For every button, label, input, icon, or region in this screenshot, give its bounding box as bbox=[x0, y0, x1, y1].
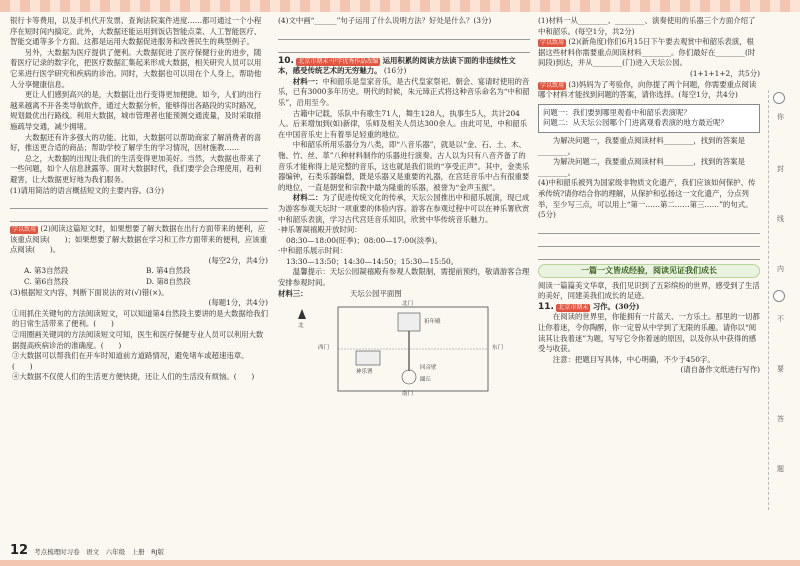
material-2b: 温馨提示：天坛公园凝禧殿有参观人数限制，需提前预约，敬请游客合理安排参观时间。 bbox=[278, 267, 530, 288]
option[interactable]: B. 第4自然段 bbox=[146, 266, 191, 276]
question-4: (4)文中画“______”句子运用了什么说明方法？好处是什么？(3分) bbox=[278, 16, 492, 25]
map-label: 北门 bbox=[402, 301, 414, 308]
page-number: 12 bbox=[10, 543, 29, 558]
box-question: 问题二：从天坛公园哪个门进离观看表演的地方最近呢？ bbox=[543, 118, 728, 128]
passage-paragraph: 另外，大数据为医疗提供了便利。大数据促进了医疗保健行业的进步，随着医疗记录的数字化，把医疗数据汇集起来形成大数据，相关研究人员可以用它来进行医学研究和疾病的诊治。同时，大数据也可以用在个人身上，帮助他人分享健康信息。 bbox=[10, 47, 262, 89]
question-11-note: 注意：把题目写具体，中心明确，不少于450字。 bbox=[552, 354, 715, 364]
material-2: 材料二：为了促进传统文化的传承，天坛公园推出中和韶乐展演，现已成为游客参观天坛时一项重要的体验内容。游客在参观过程中可以在神乐署欣赏中和韶乐表演，学习古代宫廷音乐知识，欣赏中华传统音乐魅力。 bbox=[278, 193, 530, 224]
answer-line[interactable] bbox=[278, 29, 530, 40]
top-border bbox=[0, 0, 800, 12]
study-tag: 学以致用 bbox=[12, 226, 37, 234]
source-tag: 北京市期末·中学优秀作品改编 bbox=[298, 57, 379, 65]
seal-char: 要 bbox=[777, 365, 784, 373]
question-10-title: 运用积累的阅读方法读下面的非连续性文本，感受传统艺术的无穷魅力。 bbox=[278, 55, 516, 76]
passage-paragraph: 更让人们感到高兴的是，大数据让出行变得更加便捷。如今，人们的出行越来越离不开各类导航软件，通过大数据分析，能够得出各路段的实时路况，规划最优出行路线。利用大数据，城市管理者也能预测交通流量，及时采取措施疏导交通，减少拥堵。 bbox=[10, 90, 262, 131]
score-note: (每题1分，共4分) bbox=[208, 298, 268, 308]
passage-paragraph: 大数据还有许多强大的功能。比如，大数据可以帮助商家了解消费者的喜好，推送更合适的商品；帮助学校了解学生的学习情况，因材施教…… bbox=[10, 132, 262, 153]
map-label: 圜丘 bbox=[420, 377, 432, 384]
seal-char: 内 bbox=[777, 265, 784, 273]
seal-char: 题 bbox=[777, 465, 784, 473]
answer-line[interactable] bbox=[10, 211, 268, 222]
seal-char: 你 bbox=[777, 113, 784, 121]
judge-item[interactable]: ②用圈画关键词的方法阅读短文可知，医生和医疗保健专业人员可以利用大数据提高疾病诊治的准确度。( ) bbox=[12, 330, 264, 350]
passage-paragraph: 总之，大数据的出现让我们的生活变得更加美好。当然，大数据也带来了一些问题，如个人信息泄露等。面对大数据时代，我们要学会合理使用，趋利避害，让大数据更好地为我们服务。 bbox=[10, 153, 262, 184]
answer-line[interactable] bbox=[538, 236, 760, 247]
judge-list bbox=[10, 309, 268, 383]
answer-line[interactable] bbox=[278, 42, 530, 53]
box-question: 问题一：我们要到哪里观看中和韶乐表演呢？ bbox=[543, 107, 691, 117]
question-11-footnote: (请自备作文纸进行写作) bbox=[680, 365, 760, 375]
column-middle bbox=[278, 16, 530, 397]
question-box bbox=[538, 104, 760, 133]
park-map bbox=[278, 301, 530, 397]
material-1c: 中和韶乐所用乐器分为八类，即“八音乐器”，就是以“金、石、土、木、匏、竹、丝、革”八种材料制作的乐器进行演奏。古人以为只有八音齐备了的音乐才能称得上是完整的音乐，这也就是我们说的“享受正声”。其中，金类乐器编钟，石类乐器编磬，既是乐器又是重要的礼器，在宫廷音乐中占有很重要的地位，一直是朝堂和宗教中最为隆重的乐器，被誉为“金声玉振”。 bbox=[278, 140, 530, 192]
question-11-header: 11. 北京市期末 习作。(30分) bbox=[538, 301, 640, 312]
question-3: (3)根据短文内容，判断下面说法的对(√)错(×)。 bbox=[10, 287, 169, 297]
answer-line[interactable] bbox=[10, 198, 268, 209]
column-left bbox=[10, 16, 268, 383]
study-tag: 学以致用 bbox=[540, 81, 565, 89]
judge-item[interactable]: ④大数据不仅使人们的生活更方便快捷，还让人们的生活没有烦恼。( ) bbox=[12, 372, 255, 382]
options-grid bbox=[10, 266, 268, 287]
question-q4: (4)中和韶乐被列为国家级非物质文化遗产，我们应该如何保护、传承传统?请你结合你的理解，从保护和弘扬这一文化遗产，分点列举，至少写三点，可以用上“第一……第二……第三……”的句式。(5分) bbox=[538, 178, 756, 220]
page-footer bbox=[10, 543, 164, 558]
schedule-line: ·中和韶乐展示时间： bbox=[278, 246, 347, 256]
judge-item[interactable]: ③大数据可以帮我们在开车时知道前方道路情况，避免堵车或超速违章。( ) bbox=[12, 351, 249, 371]
question-q3: 学以致用 (3)妈妈为了考验你，向你提了两个问题，你需要重点阅读哪个材料才能找到问题的答案，请你选择。(每空1分，共4分) bbox=[538, 79, 757, 100]
bottom-border bbox=[0, 560, 800, 566]
question-11-prompt: 在阅读的世界里，你能拥有一片蓝天、一方乐土。那里的一切都让你着迷，令你陶醉，你一定曾从中学到了无限的乐趣。请你以“阅读其让我着迷”为题，写写它令你着迷的原因，以及你从中获得的感受与收获。 bbox=[538, 312, 760, 354]
option[interactable]: D. 第8自然段 bbox=[146, 277, 191, 287]
binding-hole-icon bbox=[773, 92, 785, 104]
map-label: 神乐署 bbox=[356, 369, 373, 376]
question-10-header: 10. 北京市期末·中学优秀作品改编 运用积累的阅读方法读下面的非连续性文本，感受传统艺术的无穷魅力。 (16分) bbox=[278, 55, 516, 76]
map-label: 东门 bbox=[492, 345, 504, 352]
option[interactable]: C. 第6自然段 bbox=[24, 277, 69, 287]
judge-item[interactable]: ①用抓住关键句的方法阅读短文，可以知道第4自然段主要讲的是大数据给我们的日常生活带来了便利。( ) bbox=[12, 308, 268, 329]
material-1: 材料一：中和韶乐是皇家音乐，是古代皇家祭祀、朝会、宴请时使用的音乐，已有3000多年历史。明代的时候，朱元璋正式将这种音乐命名为“中和韶乐”，沿用至今。 bbox=[278, 76, 530, 107]
score-note: (1+1+1+2，共5分) bbox=[689, 68, 760, 78]
material-1b: 古籍中记载，乐队中有歌生71人，舞生128人，执事生5人，共计204人。后来增加到(如)新律，乐师及相关人员达300余人。由此可见，中和韶乐在中国音乐史上有着举足轻重的地位。 bbox=[278, 108, 527, 139]
section-intro: 阅读一篇篇美文华章，我们见识到了五彩缤纷的世界，感受到了生活的美好，同建美我们成长的足迹。 bbox=[538, 280, 760, 301]
section-banner: 一篇一文皆成经验，阅读见证我们成长 bbox=[538, 264, 760, 278]
seal-line-sidebar bbox=[768, 90, 794, 510]
seal-char: 不 bbox=[777, 315, 784, 323]
material-3-header: 材料三： 天坛公园平面图 bbox=[278, 288, 402, 298]
binding-hole-icon bbox=[773, 290, 785, 302]
answer-line[interactable] bbox=[538, 249, 760, 260]
question-q1: (1)材料一从________、________、演奏使用的乐器三个方面介绍了中和韶乐。(每空1分，共2分) bbox=[538, 16, 756, 36]
option[interactable]: A. 第3自然段 bbox=[24, 266, 69, 276]
map-label: 祈年殿 bbox=[424, 319, 441, 326]
answer-sentence[interactable]: 为解决问题二，我要重点阅读材料________，找到的答案是________。 bbox=[538, 157, 745, 177]
study-tag: 学以致用 bbox=[540, 39, 565, 47]
question-2: 学以致用 (2)阅读这篇短文时，如果想要了解大数据在出行方面带来的便利，应该重点阅读( )；如果想要了解大数据在学习和工作方面带来的便利，应该重点阅读( )。 bbox=[10, 224, 268, 255]
map-label: 西门 bbox=[318, 345, 330, 352]
column-right bbox=[538, 16, 760, 376]
question-q2: 学以致用 (2)(新角度)你们6月15日下午要去观赏中和韶乐表演，根据这些材料你需要重点阅读材料________。你们最好在________(时间段)到达，并从________(门)进入天坛公园。 bbox=[538, 37, 756, 68]
north-label: 北 bbox=[298, 323, 304, 330]
seal-char: 线 bbox=[777, 215, 784, 223]
seal-char: 封 bbox=[777, 165, 784, 173]
score-note: (每空2分，共4分) bbox=[208, 255, 268, 265]
footer-text: 考点梳理时习卷 语文 六年级 上册 RJ版 bbox=[34, 548, 165, 556]
map-label: 回音壁 bbox=[420, 365, 437, 372]
passage-paragraph: 银行卡等费用，以及手机代开发票、查询法院案件进度……都可通过一个小程序在短时间内搞定。此外，大数据还能运用到饭店智能点菜、人工智能医疗、智能交通等多个方面。这都是运用大数据促进服务和改善民生的典型例子。 bbox=[10, 16, 262, 47]
schedule-list bbox=[278, 225, 530, 267]
schedule-line: ·神乐署凝禧殿开放时间： bbox=[278, 225, 362, 235]
source-tag: 北京市期末 bbox=[558, 303, 589, 311]
map-label: 南门 bbox=[402, 391, 414, 398]
question-1: (1)请用简洁的语言概括短文的主要内容。(3分) bbox=[10, 185, 164, 195]
schedule-line: 13:30—13:50；14:30—14:50；15:30—15:50。 bbox=[286, 256, 459, 266]
schedule-line: 08:30—18:00(旺季)；08:00—17:00(淡季)。 bbox=[286, 235, 442, 245]
answer-line[interactable] bbox=[538, 223, 760, 234]
answer-sentence[interactable]: 为解决问题一，我要重点阅读材料________，找到的答案是________。 bbox=[538, 135, 745, 156]
map-title: 天坛公园平面图 bbox=[349, 288, 402, 298]
seal-char: 答 bbox=[777, 415, 784, 423]
